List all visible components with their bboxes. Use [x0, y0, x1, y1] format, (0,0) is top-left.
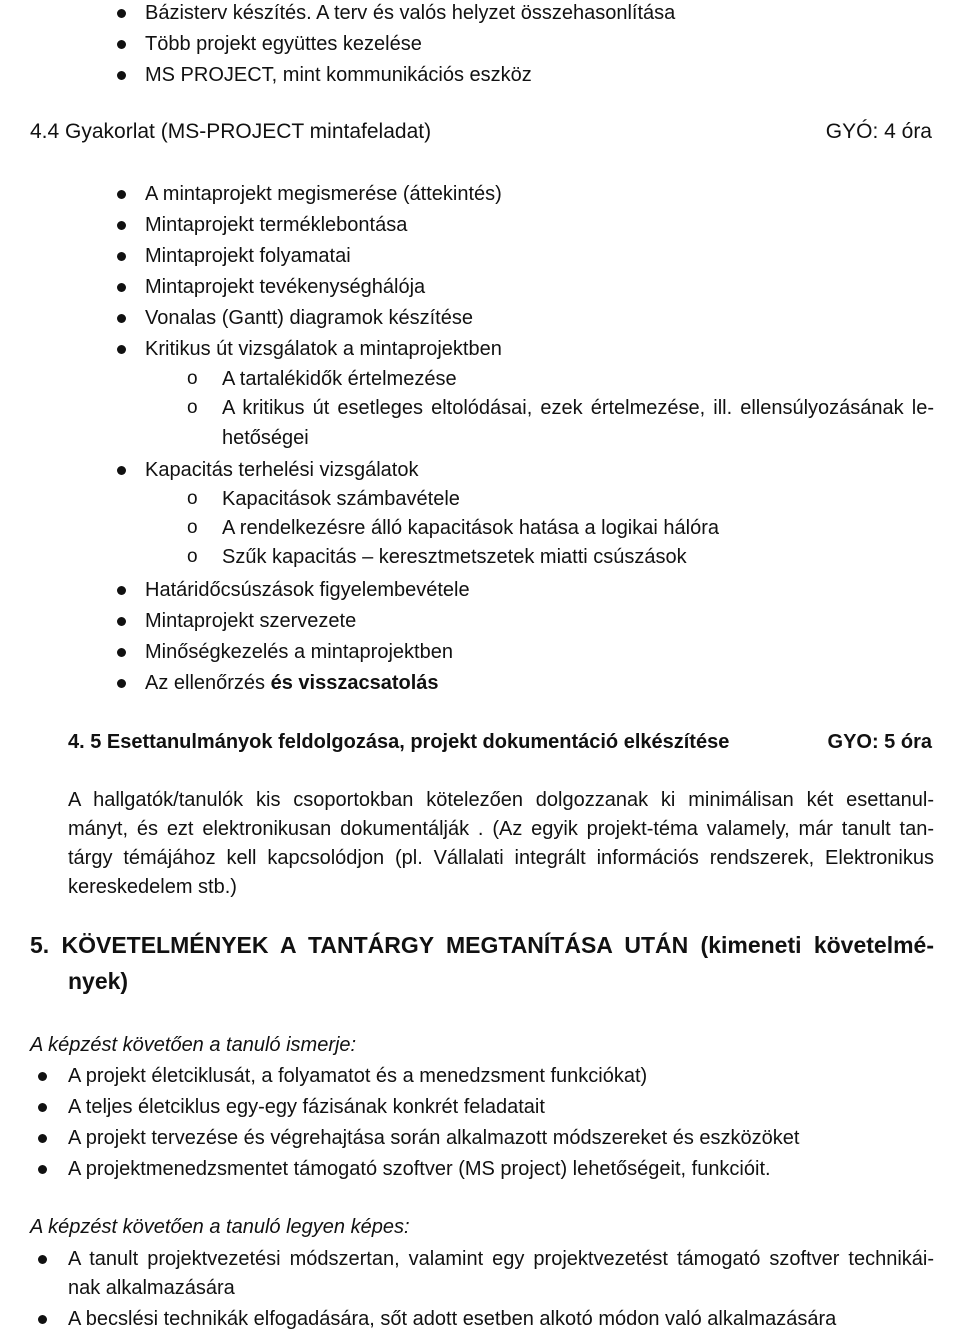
intro-text: A képzést követően a tanuló legyen képes:: [30, 1216, 410, 1238]
bullet-icon: [117, 679, 126, 688]
list-item: Több projekt együttes kezelése: [145, 33, 422, 55]
bullet-icon: [117, 190, 126, 199]
list-item: [145, 671, 439, 695]
list-item: A projekt életciklusát, a folyamatot és a menedzsment funkciókat): [68, 1065, 648, 1087]
sub-list-item: Kapacitások számbavétele: [222, 488, 460, 510]
intro-text: A képzést követően a tanuló ismerje:: [30, 1034, 357, 1056]
bullet-icon: [117, 345, 126, 354]
bullet-icon: [117, 252, 126, 261]
sub-bullet-icon: o: [187, 397, 198, 418]
bullet-icon: [117, 586, 126, 595]
list-item: Kritikus út vizsgálatok a mintaprojektben: [145, 338, 502, 360]
bullet-icon: [38, 1134, 47, 1143]
paragraph-line: tárgy témájához kell kapcsolódjon (pl. Vállalati integrált információs rendszerek, Elektronikus: [68, 847, 934, 869]
bullet-icon: [117, 314, 126, 323]
list-item: Határidőcsúszások figyelembevétele: [145, 579, 470, 601]
list-item: Minőségkezelés a mintaprojektben: [145, 641, 453, 663]
list-item: Mintaprojekt terméklebontása: [145, 214, 408, 236]
list-item: A projektmenedzsmentet támogató szoftver (MS project) lehetőségeit, funkcióit.: [68, 1158, 771, 1180]
list-item: A becslési technikák elfogadására, sőt adott esetben alkotó módon való alkalmazására: [68, 1308, 837, 1330]
bullet-icon: [38, 1072, 47, 1081]
chapter-heading-continuation: nyek): [68, 968, 129, 994]
list-item-emphasis: és visszacsatolás: [270, 672, 439, 694]
bullet-icon: [38, 1315, 47, 1324]
list-item-text: Az ellenőrzés: [145, 672, 271, 694]
sub-bullet-icon: o: [187, 368, 198, 389]
bullet-icon: [117, 9, 126, 18]
bullet-icon: [38, 1165, 47, 1174]
sub-list-item: A rendelkezésre álló kapacitások hatása a logikai hálóra: [222, 517, 719, 539]
sub-list-item-continuation: hetőségei: [222, 427, 309, 449]
list-item: Kapacitás terhelési vizsgálatok: [145, 459, 419, 481]
bullet-icon: [117, 466, 126, 475]
section-hours: GYO: 5 óra: [827, 731, 932, 753]
section-heading: 4.4 Gyakorlat (MS-PROJECT mintafeladat): [30, 120, 432, 143]
list-item: Mintaprojekt folyamatai: [145, 245, 351, 267]
sub-bullet-icon: o: [187, 546, 198, 567]
list-item: Mintaprojekt szervezete: [145, 610, 357, 632]
bullet-icon: [117, 617, 126, 626]
bullet-icon: [117, 221, 126, 230]
section-heading: 4. 5 Esettanulmányok feldolgozása, projekt dokumentáció elkészítése: [68, 731, 730, 753]
bullet-icon: [117, 648, 126, 657]
bullet-icon: [38, 1255, 47, 1264]
list-item: A tanult projektvezetési módszertan, valamint egy projektvezetést támogató szoftver technikái-: [68, 1248, 934, 1270]
list-item: MS PROJECT, mint kommunikációs eszköz: [145, 64, 532, 86]
section-paragraph: [68, 786, 934, 902]
bullet-icon: [117, 71, 126, 80]
paragraph-line: kereskedelem stb.): [68, 876, 237, 898]
bullet-icon: [38, 1103, 47, 1112]
paragraph-line: mányt, és ezt elektronikusan dokumentálják . (Az egyik projekt-téma valamely, már tanult tan-: [68, 818, 934, 840]
sub-list-item: A kritikus út esetleges eltolódásai, ezek értelmezése, ill. ellensúlyozásának le-: [222, 397, 934, 419]
sub-list-item: Szűk kapacitás – keresztmetszetek miatti csúszások: [222, 546, 687, 568]
list-item: Bázisterv készítés. A terv és valós helyzet összehasonlítása: [145, 2, 676, 24]
sub-bullet-icon: o: [187, 517, 198, 538]
bullet-icon: [117, 283, 126, 292]
list-item: Vonalas (Gantt) diagramok készítése: [145, 307, 473, 329]
paragraph-line: A hallgatók/tanulók kis csoportokban kötelezően dolgozzanak ki minimálisan két esettanul-: [68, 789, 934, 811]
sub-list-item: A tartalékidők értelmezése: [222, 368, 457, 390]
chapter-heading: 5. KÖVETELMÉNYEK A TANTÁRGY MEGTANÍTÁSA UTÁN (kimeneti követelmé-: [30, 932, 934, 958]
list-item: A teljes életciklus egy-egy fázisának konkrét feladatait: [68, 1096, 545, 1118]
list-item-continuation: nak alkalmazására: [68, 1277, 235, 1299]
sub-bullet-icon: o: [187, 488, 198, 509]
list-item: Mintaprojekt tevékenységhálója: [145, 276, 426, 298]
list-item: A mintaprojekt megismerése (áttekintés): [145, 183, 502, 205]
bullet-icon: [117, 40, 126, 49]
list-item: A projekt tervezése és végrehajtása során alkalmazott módszereket és eszközöket: [68, 1127, 800, 1149]
section-hours: GYÓ: 4 óra: [825, 120, 932, 143]
